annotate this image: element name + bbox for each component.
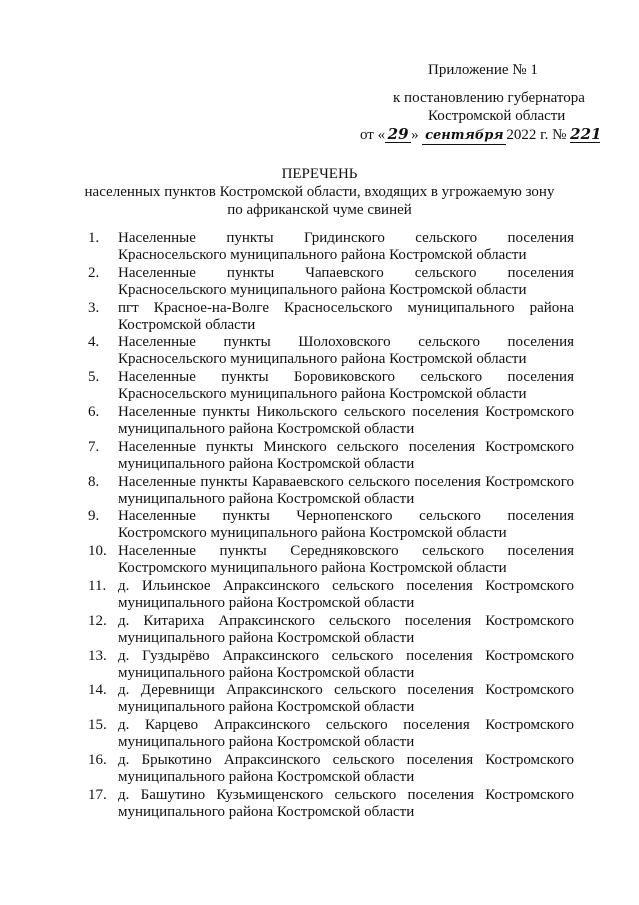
handwritten-month: сентября bbox=[422, 128, 506, 145]
list-item bbox=[88, 648, 574, 682]
document-subtitle-line2: по африканской чуме свиней bbox=[227, 202, 412, 218]
list-item-number: 12. bbox=[88, 612, 107, 629]
list-item-number: 11. bbox=[88, 577, 107, 594]
list-item-number: 9. bbox=[88, 508, 100, 525]
list-item-number: 2. bbox=[88, 264, 100, 281]
list-item-number: 10. bbox=[88, 543, 107, 560]
handwritten-number: 221 bbox=[570, 125, 602, 143]
list-item bbox=[88, 543, 574, 577]
list-item bbox=[88, 300, 574, 334]
list-item-text: д. Деревнищи Апраксинского сельского поселения Костромского муниципального района Костромской области bbox=[118, 682, 574, 716]
list-item-text: д. Брыкотино Апраксинского сельского поселения Костромского муниципального района Костромской области bbox=[118, 751, 574, 785]
list-item-text: Населенные пункты Караваевского сельского поселения Костромского муниципального района Костромской области bbox=[118, 473, 574, 507]
appendix-date-line bbox=[360, 126, 600, 145]
list-item bbox=[88, 717, 574, 751]
list-item bbox=[88, 334, 574, 368]
date-year: 2022 г. № bbox=[506, 127, 567, 143]
list-item-number: 6. bbox=[88, 403, 100, 420]
list-item-text: Населенные пункты Минского сельского поселения Костромского муниципального района Костромской области bbox=[118, 438, 574, 472]
list-item bbox=[88, 508, 574, 542]
date-prefix: от « bbox=[360, 127, 386, 143]
list-item bbox=[88, 578, 574, 612]
list-item bbox=[88, 404, 574, 438]
list-item-text: д. Гуздырёво Апраксинского сельского поселения Костромского муниципального района Костромской области bbox=[118, 647, 574, 681]
list-item-text: д. Китариха Апраксинского сельского поселения Костромского муниципального района Костромской области bbox=[118, 612, 574, 646]
appendix-reference: к постановлению губернатора bbox=[393, 90, 585, 106]
list-item-number: 5. bbox=[88, 369, 100, 386]
list-item bbox=[88, 613, 574, 647]
date-mid: » bbox=[411, 127, 419, 143]
list-item-number: 14. bbox=[88, 682, 107, 699]
document-subtitle-line1: населенных пунктов Костромской области, входящих в угрожаемую зону bbox=[84, 184, 555, 200]
appendix-region: Костромской области bbox=[428, 108, 566, 124]
list-item-number: 4. bbox=[88, 334, 100, 351]
list-item-number: 15. bbox=[88, 717, 107, 734]
list-item-number: 1. bbox=[88, 230, 100, 246]
list-item bbox=[88, 265, 574, 299]
list-item-number: 16. bbox=[88, 751, 107, 768]
list-item-text: д. Карцево Апраксинского сельского поселения Костромского муниципального района Костромской области bbox=[118, 717, 574, 751]
list-item bbox=[88, 682, 574, 716]
list-item-text: пгт Красное-на-Волге Красносельского муниципального района Костромской области bbox=[118, 299, 574, 333]
document-title: ПЕРЕЧЕНЬ bbox=[281, 166, 358, 182]
list-item-number: 17. bbox=[88, 786, 107, 803]
list-item bbox=[88, 752, 574, 786]
list-item-number: 8. bbox=[88, 473, 100, 490]
list-item bbox=[88, 787, 574, 821]
list-item-text: Населенные пункты Чапаевского сельского поселения Красносельского муниципального района Костромской области bbox=[118, 264, 574, 298]
list-item-number: 3. bbox=[88, 299, 100, 316]
handwritten-day: 29 bbox=[385, 126, 411, 143]
list-item-text: Населенные пункты Боровиковского сельского поселения Красносельского муниципального района Костромской области bbox=[118, 369, 574, 403]
list-item-text: Населенные пункты Середняковского сельского поселения Костромского муниципального района Костромской области bbox=[118, 543, 574, 577]
list-item bbox=[88, 230, 574, 264]
list-item-text: д. Ильинское Апраксинского сельского поселения Костромского муниципального района Костромской области bbox=[118, 577, 574, 611]
list-item bbox=[88, 474, 574, 508]
list-item-text: Населенные пункты Никольского сельского поселения Костромского муниципального района Костромской области bbox=[118, 403, 574, 437]
settlements-list bbox=[88, 230, 574, 822]
appendix-label: Приложение № 1 bbox=[428, 62, 538, 78]
list-item-text: Населенные пункты Чернопенского сельского поселения Костромского муниципального района Костромской области bbox=[118, 508, 574, 542]
list-item-text: Населенные пункты Шолоховского сельского поселения Красносельского муниципального района Костромской области bbox=[118, 334, 574, 368]
list-item-text: д. Башутино Кузьмищенского сельского поселения Костромского муниципального района Костромской области bbox=[118, 786, 574, 820]
list-item-text: Населенные пункты Гридинского сельского поселения Красносельского муниципального района Костромской области bbox=[118, 230, 574, 263]
list-item-number: 13. bbox=[88, 647, 107, 664]
list-item bbox=[88, 439, 574, 473]
list-item-number: 7. bbox=[88, 438, 100, 455]
list-item bbox=[88, 369, 574, 403]
